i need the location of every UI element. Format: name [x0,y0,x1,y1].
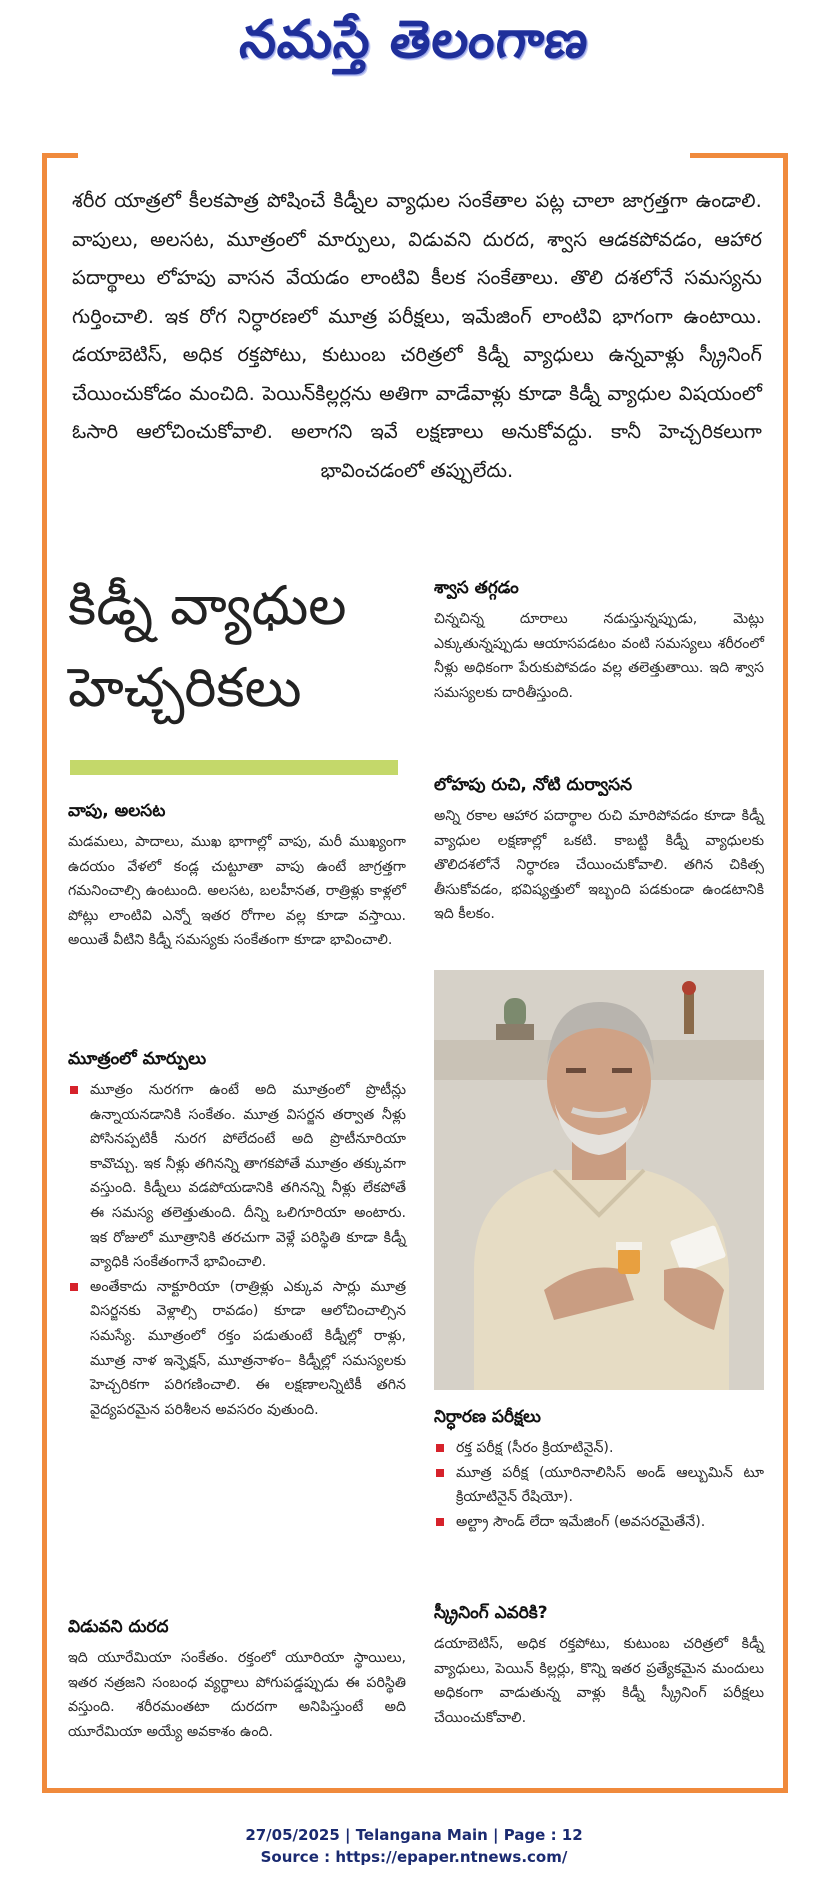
section-title: విడువని దురద [68,1617,169,1637]
frame-border-top-right [690,153,788,158]
section-itching [68,1614,406,1744]
section-text: ఇది యూరేమియా సంకేతం. రక్తంలో యూరియా స్థాయిలు, ఇతర నత్రజని సంబంధ వ్యర్థాలు పోగుపడ్డప్పుడు ఈ పరిస్థితి వస్తుంది. శరీరమంతటా దురదగా అనిపిస్తుంటే అది యూరేమియా అయ్యే అవకాశం ఉంది. [68,1650,406,1740]
section-screening [434,1600,764,1730]
bullet-item: అల్ట్రా సౌండ్ లేదా ఇమేజింగ్ (అవసరమైతేనే). [434,1510,764,1535]
section-urine [68,1046,406,1422]
section-text: డయాబెటిస్, అధిక రక్తపోటు, కుటుంబ చరిత్రలో కిడ్నీ వ్యాధులు, పెయిన్ కిల్లర్లు, కొన్ని ఇతర ప్రత్యేకమైన మందులు అధికంగా వాడుతున్న వాళ్లు కిడ్నీ స్క్రీనింగ్ పరీక్షలు చేయించుకోవాలి. [434,1636,764,1726]
bullet-item: అంతేకాదు నాక్టూరియా (రాత్రిళ్లు ఎక్కువ సార్లు మూత్ర విసర్జనకు వెళ్లాల్సి రావడం) కూడా ఆలోచించాల్సిన సమస్యే. మూత్రంలో రక్తం పడుతుంటే కిడ్నీల్లో రాళ్లు, మూత్ర నాళ ఇన్ఫెక్షన్, మూత్రనాళం– కిడ్నీల్లో సమస్యలకు హెచ్చరికగా పరిగణించాలి. ఈ లక్షణాలన్నిటికీ తగిన వైద్యపరమైన పరిశీలన అవసరం వుతుంది. [68,1275,406,1423]
frame-border-bottom [42,1788,788,1793]
section-title: స్క్రీనింగ్ ఎవరికి? [434,1603,548,1623]
bullet-item: మూత్ర పరీక్ష (యూరినాలిసిస్ అండ్ ఆల్బుమిన్ టూ క్రియాటినైన్ రేషియో). [434,1461,764,1510]
footer-date-page: 27/05/2025 | Telangana Main | Page : 12 [245,1826,583,1844]
intro-paragraph: శరీర యాత్రలో కీలకపాత్ర పోషించే కిడ్నీల వ్యాధుల సంకేతాల పట్ల చాలా జాగ్రత్తగా ఉండాలి. వాపులు, అలసట, మూత్రంలో మార్పులు, విడువని దురద, శ్వాస ఆడకపోవడం, ఆహార పదార్థాలు లోహపు వాసన వేయడం లాంటివి కీలక సంకేతాలు. తొలి దశలోనే సమస్యను గుర్తించాలి. ఇక రోగ నిర్ధారణలో మూత్ర పరీక్షలు, ఇమేజింగ్ లాంటివి భాగంగా ఉంటాయి. డయాబెటిస్, అధిక రక్తపోటు, కుటుంబ చరిత్రలో కిడ్నీ వ్యాధులు ఉన్నవాళ్లు స్క్రీనింగ్ చేయించుకోడం మంచిది. పెయిన్‌కిల్లర్లను అతిగా వాడేవాళ్లు కూడా కిడ్నీ వ్యాధుల విషయంలో ఓసారి ఆలోచించుకోవాలి. అలాగని ఇవే లక్షణాలు అనుకోవద్దు. కానీ హెచ్చరికలుగా భావించడంలో తప్పులేదు. [72,189,762,482]
section-breath [434,575,764,705]
section-title: మూత్రంలో మార్పులు [68,1049,207,1069]
bullet-item: రక్త పరీక్ష (సీరం క్రియాటినైన్). [434,1436,764,1461]
man-holding-pill-bottle-illustration [434,970,764,1390]
headline-underline-bar [70,760,398,775]
section-text: మడమలు, పాదాలు, ముఖ భాగాల్లో వాపు, మరీ ముఖ్యంగా ఉదయం వేళలో కండ్ల చుట్టూతా వాపు ఉంటే జాగ్రత్తగా గమనించాల్సి ఉంటుంది. అలసట, బలహీనత, రాత్రిళ్లు కాళ్లలో పోట్లు లాంటివి ఎన్నో ఇతర రోగాల వల్ల కూడా వస్తాయి. అయితే వీటిని కిడ్నీ సమస్యకు సంకేతంగా కూడా భావించాలి. [68,834,406,949]
section-title: వాపు, అలసట [68,801,166,821]
bullet-item: మూత్రం నురగగా ఉంటే అది మూత్రంలో ప్రొటీన్లు ఉన్నాయనడానికి సంకేతం. మూత్ర విసర్జన తర్వాత నీళ్లు పోసినప్పటికీ నురగ పోలేదంటే అది ప్రొటీనూరియా కావొచ్చు. ఇక నీళ్లు తగినన్ని తాగకపోతే మూత్రం తక్కువగా వస్తుంది. కిడ్నీలు వడపోయడానికి తగినన్ని నీళ్లు లేకపోతే ఈ సమస్య తలెత్తుతుంది. దీన్ని ఒలిగూరియా అంటారు. ఇక రోజులో మూత్రానికి తరచుగా వెళ్లే పరిస్థితి కూడా కిడ్నీ వ్యాధికి సంకేతంగానే భావించాలి. [68,1078,406,1275]
section-title: నిర్ధారణ పరీక్షలు [434,1407,541,1427]
section-text: చిన్నచిన్న దూరాలు నడుస్తున్నప్పుడు, మెట్లు ఎక్కుతున్నప్పుడు ఆయాసపడటం వంటి సమస్యలు శరీరంలో నీళ్లు అధికంగా పేరుకుపోవడం వల్ల తలెత్తుతాయి. ఇది శ్వాస సమస్యలకు దారితీస్తుంది. [434,611,764,701]
masthead-logo: నమస్తే తెలంగాణ [237,10,593,70]
section-taste [434,772,764,927]
article-photo [434,970,764,1390]
urine-bullet-list [68,1078,406,1422]
frame-border-left [42,153,47,1793]
diagnosis-bullet-list [434,1436,764,1534]
section-text: అన్ని రకాల ఆహార పదార్థాల రుచి మారిపోవడం కూడా కిడ్నీ వ్యాధుల లక్షణాల్లో ఒకటి. కాబట్టి కిడ్నీ వ్యాధులకు తొలిదశలోనే నిర్ధారణ చేయించుకోవాలి. తగిన చికిత్స తీసుకోవడం, భవిష్యత్తులో ఇబ్బంది పడకుండా ఉండటానికి ఇది కీలకం. [434,808,764,923]
footer-source: Source : https://epaper.ntnews.com/ [260,1848,568,1866]
article-headline [68,565,408,729]
headline-line-2: హెచ్చరికలు [68,656,302,719]
frame-border-top-left [42,153,78,158]
section-title: లోహపు రుచి, నోటి దుర్వాసన [434,775,633,795]
frame-border-right [783,153,788,1793]
section-diagnosis [434,1404,764,1534]
headline-line-1: కిడ్నీ వ్యాధుల [68,574,347,637]
section-swelling [68,798,406,953]
section-title: శ్వాస తగ్గడం [434,578,519,598]
